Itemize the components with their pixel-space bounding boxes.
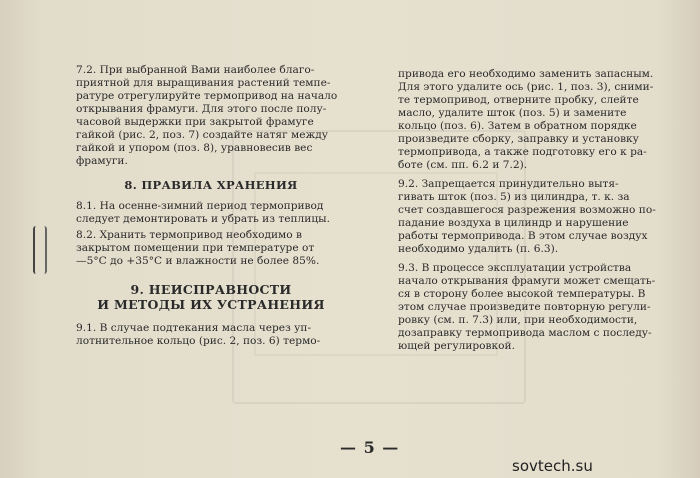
paragraph-8-2: 8.2. Хранить термопривод необходимо в закрытом помещении при температуре от —5°С до +35°С и влажности не более 85%. (76, 229, 320, 267)
page-number: — 5 — (340, 438, 400, 457)
paragraph-8-1: 8.1. На осенне-зимний период термопривод следует демонтировать и убрать из теплицы. (76, 200, 330, 225)
section-heading-8: 8. ПРАВИЛА ХРАНЕНИЯ (124, 178, 298, 192)
paragraph-9-1: 9.1. В случае подтекания масла через уп- лотнительное кольцо (рис. 2, поз. 6) термо- (76, 322, 321, 347)
left-column (76, 64, 346, 351)
site-watermark: sovtech.su (512, 457, 593, 475)
section-heading-9: 9. НЕИСПРАВНОСТИ И МЕТОДЫ ИХ УСТРАНЕНИЯ (97, 282, 325, 312)
right-column (398, 68, 666, 356)
paragraph-9-2: 9.2. Запрещается принудительно вытя- гивать шток (поз. 5) из цилиндра, т. к. за счет создавшегося разрежения возможно по- падание воздуха в цилиндр и нарушение работы термопривода. В этом случае воздух необходимо удалить (п. 6.3). (398, 178, 656, 255)
paragraph-9-3: 9.3. В процессе эксплуатации устройства начало открывания фрамуги может смещать- ся в сторону более высокой температуры. В этом случае произведите повторную регули- ровку (см. п. 7.3) или, при необходимости, дозаправку термопривода маслом с последу- ющей регулировкой. (398, 262, 656, 352)
paragraph-7-2: 7.2. При выбранной Вами наиболее благо- приятной для выращивания растений темпе- ратуре отрегулируйте термопривод на начало открывания фрамуги. Для этого после полу- часовой выдержки при закрытой фрамуге гайкой (рис. 2, поз. 7) создайте натяг между гайкой и упором (поз. 8), уравновесив вес фрамуги. (76, 64, 338, 167)
binding-staple (33, 226, 47, 274)
paragraph-9-1-continued: привода его необходимо заменить запасным. Для этого удалите ось (рис. 1, поз. 3), сними- те термопривод, отверните пробку, слейте масло, удалите шток (поз. 5) и замените кольцо (поз. 6). Затем в обратном порядке произведите сборку, заправку и установку термопривода, а также подготовку его к ра- боте (см. пп. 6.2 и 7.2). (398, 68, 654, 171)
